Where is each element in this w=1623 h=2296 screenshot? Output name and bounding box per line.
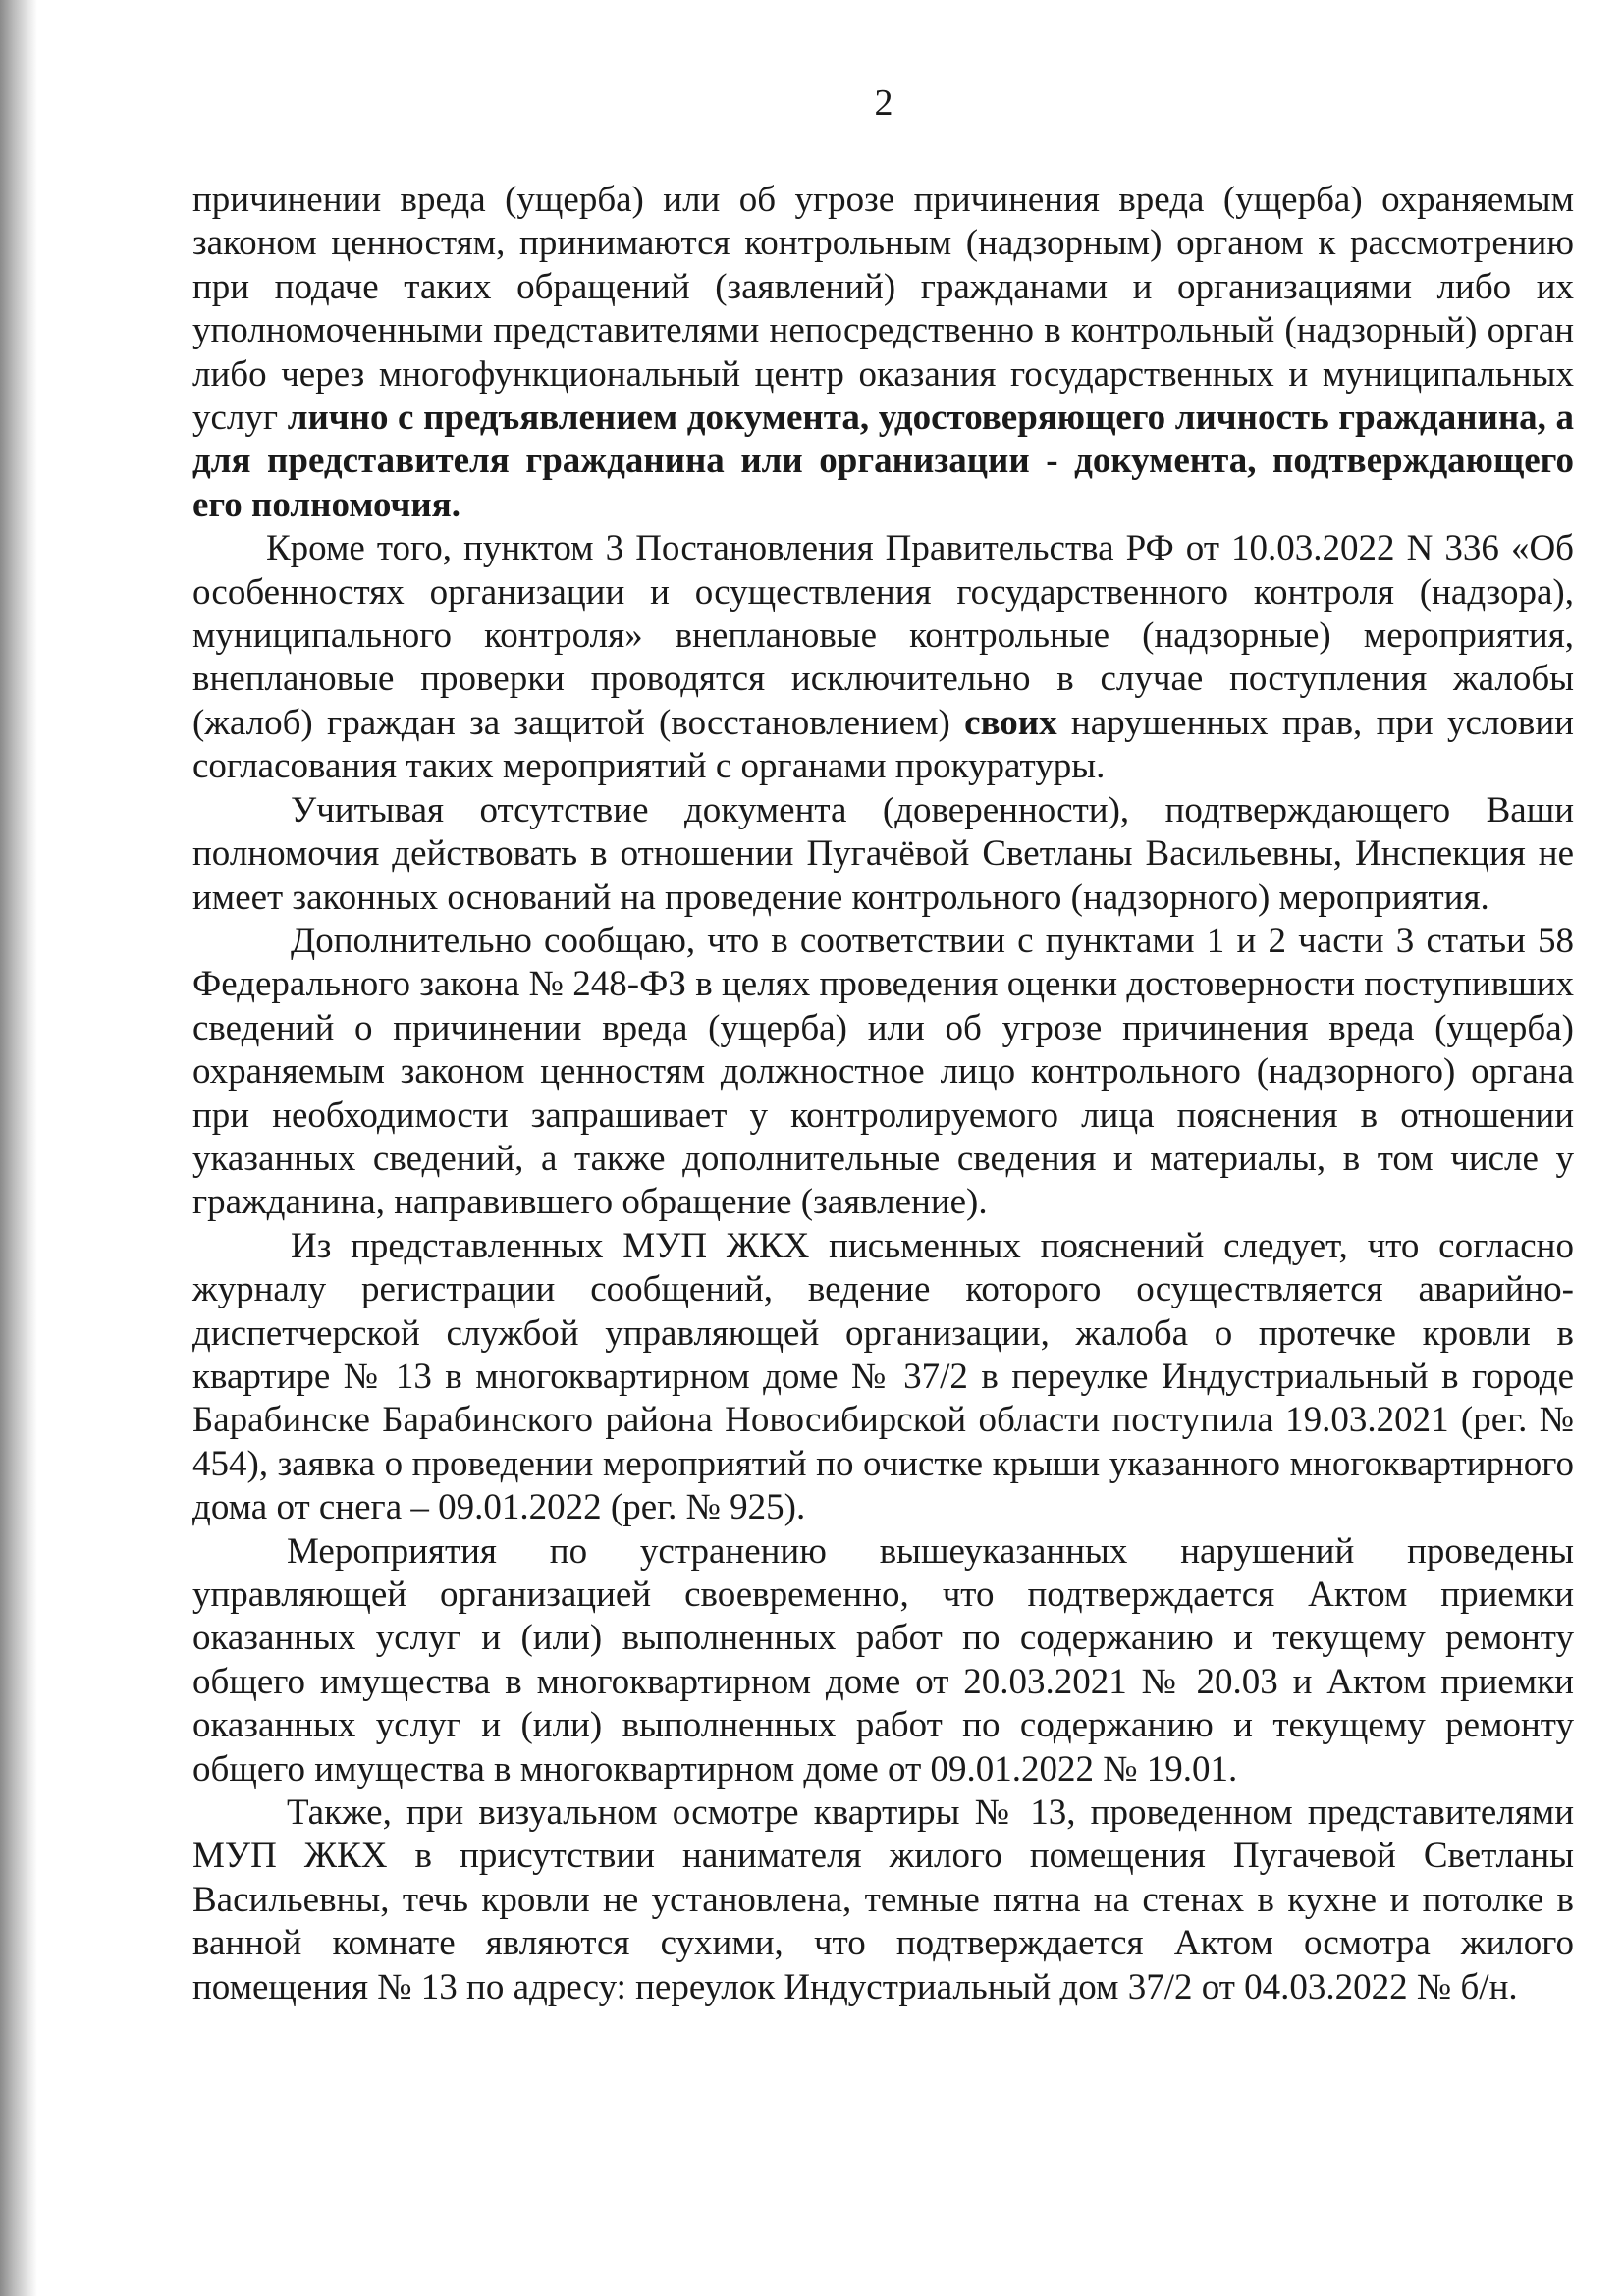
- paragraph-text: причинении вреда (ущерба) или об угрозе причинения вреда (ущерба) охраняемым законом ценностям, принимаются контрольным (надзорным) органом к рассмотрению при подаче таких обращений (заявлений) гражданами и организациями либо их уполномоченными представителями непосредственно в контрольный (надзорный) орган либо через многофункциональный центр оказания государственных и муниципальных услуг: [192, 180, 1574, 439]
- letter-body: [192, 179, 1574, 2009]
- paragraph-text-bold: лично с предъявлением документа, удостоверяющего личность гражданина, а для представителя гражданина или организации - документа, подтверждающего его полномочия.: [192, 398, 1575, 525]
- paragraph-text: Из представленных МУП ЖКХ письменных пояснений следует, что согласно журналу регистрации сообщений, ведение которого осуществляется аварийно-диспетчерской службой управляющей организации, жалоба о протечке кровли в квартире № 13 в многоквартирном доме № 37/2 в переулке Индустриальный в городе Барабинске Барабинского района Новосибирской области поступила 19.03.2021 (рег. № 454), заявка о проведении мероприятий по очистке крыши указанного многоквартирного дома от снега – 09.01.2022 (рег. № 925).: [192, 1225, 1574, 1528]
- paragraph-text: Также, при визуальном осмотре квартиры № 13, проведенном представителями МУП ЖКХ в присутствии нанимателя жилого помещения Пугачевой Светланы Васильевны, течь кровли не установлена, темные пятна на стенах в кухне и потолке в ванной комнате являются сухими, что подтверждается Актом осмотра жилого помещения № 13 по адресу: переулок Индустриальный дом 37/2 от 04.03.2022 № б/н.: [192, 1792, 1574, 2007]
- paragraph: [192, 789, 1574, 920]
- paragraph-text: Мероприятия по устранению вышеуказанных нарушений проведены управляющей организацией своевременно, что подтверждается Актом приемки оказанных услуг и (или) выполненных работ по содержанию и текущему ремонту общего имущества в многоквартирном доме от 20.03.2021 № 20.03 и Актом приемки оказанных услуг и (или) выполненных работ по содержанию и текущему ремонту общего имущества в многоквартирном доме от 09.01.2022 № 19.01.: [192, 1530, 1574, 1789]
- paragraph: [192, 1530, 1574, 1791]
- paragraph: [192, 179, 1574, 527]
- page-number: 2: [874, 82, 893, 124]
- paragraph-text-bold: своих: [964, 702, 1057, 743]
- paragraph-text: Кроме того, пунктом 3 Постановления Правительства РФ от 10.03.2022 N 336 «Об особенностях организации и осуществления государственного контроля (надзора), муниципального контроля» внеплановые контрольные (надзорные) мероприятия, внеплановые проверки проводятся исключительно в случае поступления жалобы (жалоб) граждан за защитой (восстановлением): [192, 528, 1574, 743]
- paragraph-text: нарушенных прав, при условии согласования таких мероприятий с органами прокуратуры.: [192, 702, 1574, 787]
- paragraph-text: Учитывая отсутствие документа (доверенности), подтверждающего Ваши полномочия действовать в отношении Пугачёвой Светланы Васильевны, Инспекция не имеет законных оснований на проведение контрольного (надзорного) мероприятия.: [192, 789, 1574, 918]
- paragraph: [192, 920, 1574, 1225]
- paragraph: [192, 527, 1574, 788]
- paragraph-text: Дополнительно сообщаю, что в соответствии с пунктами 1 и 2 части 3 статьи 58 Федерального закона № 248-ФЗ в целях проведения оценки достоверности поступивших сведений о причинении вреда (ущерба) или об угрозе причинения вреда (ущерба) охраняемым законом ценностям должностное лицо контрольного (надзорного) органа при необходимости запрашивает у контролируемого лица пояснения в отношении указанных сведений, а также дополнительные сведения и материалы, в том числе у гражданина, направившего обращение (заявление).: [192, 920, 1574, 1223]
- paragraph: [192, 1791, 1574, 2009]
- paragraph: [192, 1225, 1574, 1530]
